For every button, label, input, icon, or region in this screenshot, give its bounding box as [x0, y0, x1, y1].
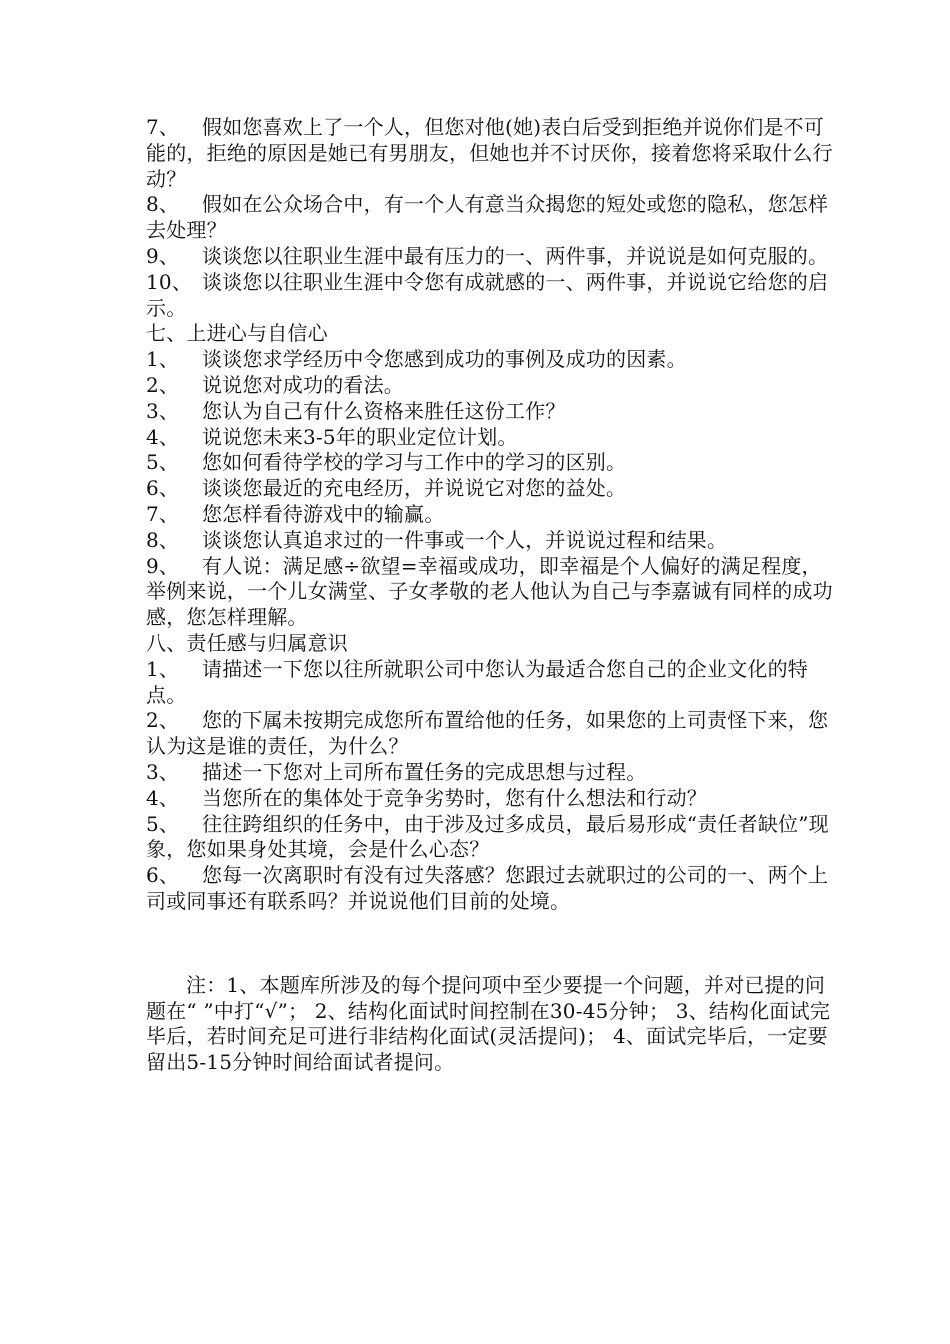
list-item: [146, 812, 836, 864]
section8-list: [146, 657, 836, 915]
item-number: 7、: [146, 501, 180, 526]
item-text: 谈谈您以往职业生涯中令您有成就感的一、两件事，并说说它给您的启示。: [146, 269, 829, 320]
list-item: [146, 115, 836, 192]
item-number: 7、: [146, 115, 180, 139]
item-text: 当您所在的集体处于竞争劣势时，您有什么想法和行动？: [202, 785, 707, 810]
list-item: [146, 399, 836, 425]
item-number: 5、: [146, 450, 180, 475]
list-item: [146, 192, 836, 244]
item-text: 描述一下您对上司所布置任务的完成思想与过程。: [202, 759, 647, 784]
item-number: 6、: [146, 863, 180, 888]
section7-list: [146, 347, 836, 631]
item-number: 6、: [146, 476, 180, 501]
item-text: 您每一次离职时有没有过失落感？您跟过去就职过的公司的一、两个上司或同事还有联系吗？并说说他们目前的处境。: [146, 863, 829, 913]
item-text: 假如在公众场合中，有一个人有意当众揭您的短处或您的隐私，您怎样去处理？: [146, 192, 829, 243]
footnote: 注：1、本题库所涉及的每个提问项中至少要提一个问题，并对已提的问题在“ ”中打“√”； 2、结构化面试时间控制在30-45分钟； 3、结构化面试完毕后，若时间充足可进行非结构化面试(灵活提问)； 4、面试完毕后，一定要留出5-15分钟时间给面试者提问。: [146, 972, 831, 1075]
item-text: 说说您未来3-5年的职业定位计划。: [202, 424, 518, 449]
item-number: 1、: [146, 347, 180, 372]
list-item: [146, 863, 836, 915]
item-number: 9、: [146, 243, 180, 268]
item-text: 您认为自己有什么资格来胜任这份工作？: [202, 398, 566, 423]
section-heading: 八、责任感与归属意识: [146, 630, 348, 655]
list-item: [146, 657, 836, 709]
item-text: 您的下属未按期完成您所布置给他的任务，如果您的上司责怪下来，您认为这是谁的责任，为什么？: [146, 708, 829, 759]
section6-tail-list: [146, 115, 836, 321]
item-text: 往往跨组织的任务中，由于涉及过多成员，最后易形成“责任者缺位”现象，您如果身处其境，会是什么心态？: [146, 811, 829, 862]
item-number: 2、: [146, 372, 180, 397]
item-text: 您怎样看待游戏中的输赢。: [202, 501, 445, 526]
item-text: 谈谈您认真追求过的一件事或一个人，并说说过程和结果。: [202, 527, 728, 552]
list-item: [146, 373, 836, 399]
item-number: 5、: [146, 811, 180, 836]
list-item: [146, 270, 836, 322]
list-item: [146, 244, 836, 270]
item-number: 9、: [146, 553, 180, 578]
item-text: 谈谈您求学经历中令您感到成功的事例及成功的因素。: [202, 347, 687, 372]
item-number: 8、: [146, 192, 180, 217]
item-text: 谈谈您最近的充电经历，并说说它对您的益处。: [202, 476, 627, 501]
document-body: [146, 115, 836, 1076]
list-item: [146, 425, 836, 451]
section-heading: 七、上进心与自信心: [146, 321, 328, 346]
item-number: 4、: [146, 785, 180, 810]
list-item: [146, 347, 836, 373]
item-number: 10、: [146, 269, 193, 294]
item-number: 3、: [146, 398, 180, 423]
item-number: 2、: [146, 708, 180, 733]
item-text: 您如何看待学校的学习与工作中的学习的区别。: [202, 450, 627, 475]
list-item: [146, 786, 836, 812]
item-number: 8、: [146, 527, 180, 552]
item-text: 谈谈您以往职业生涯中最有压力的一、两件事，并说说是如何克服的。: [202, 243, 829, 268]
list-item: [146, 528, 836, 554]
list-item: [146, 450, 836, 476]
item-text: 说说您对成功的看法。: [202, 372, 404, 397]
item-text: 假如您喜欢上了一个人，但您对他(她)表白后受到拒绝并说你们是不可能的，拒绝的原因是她已有男朋友，但她也并不讨厌你，接着您将采取什么行动？: [146, 115, 833, 191]
list-item: [146, 476, 836, 502]
item-number: 4、: [146, 424, 180, 449]
list-item: [146, 760, 836, 786]
list-item: [146, 554, 836, 631]
list-item: [146, 708, 836, 760]
item-text: 有人说：满足感÷欲望=幸福或成功，即幸福是个人偏好的满足程度，举例来说，一个儿女满堂、子女孝敬的老人他认为自己与李嘉诚有同样的成功感，您怎样理解。: [146, 553, 833, 630]
item-number: 3、: [146, 759, 180, 784]
item-text: 请描述一下您以往所就职公司中您认为最适合您自己的企业文化的特点。: [146, 656, 808, 707]
item-number: 1、: [146, 656, 180, 681]
list-item: [146, 502, 836, 528]
